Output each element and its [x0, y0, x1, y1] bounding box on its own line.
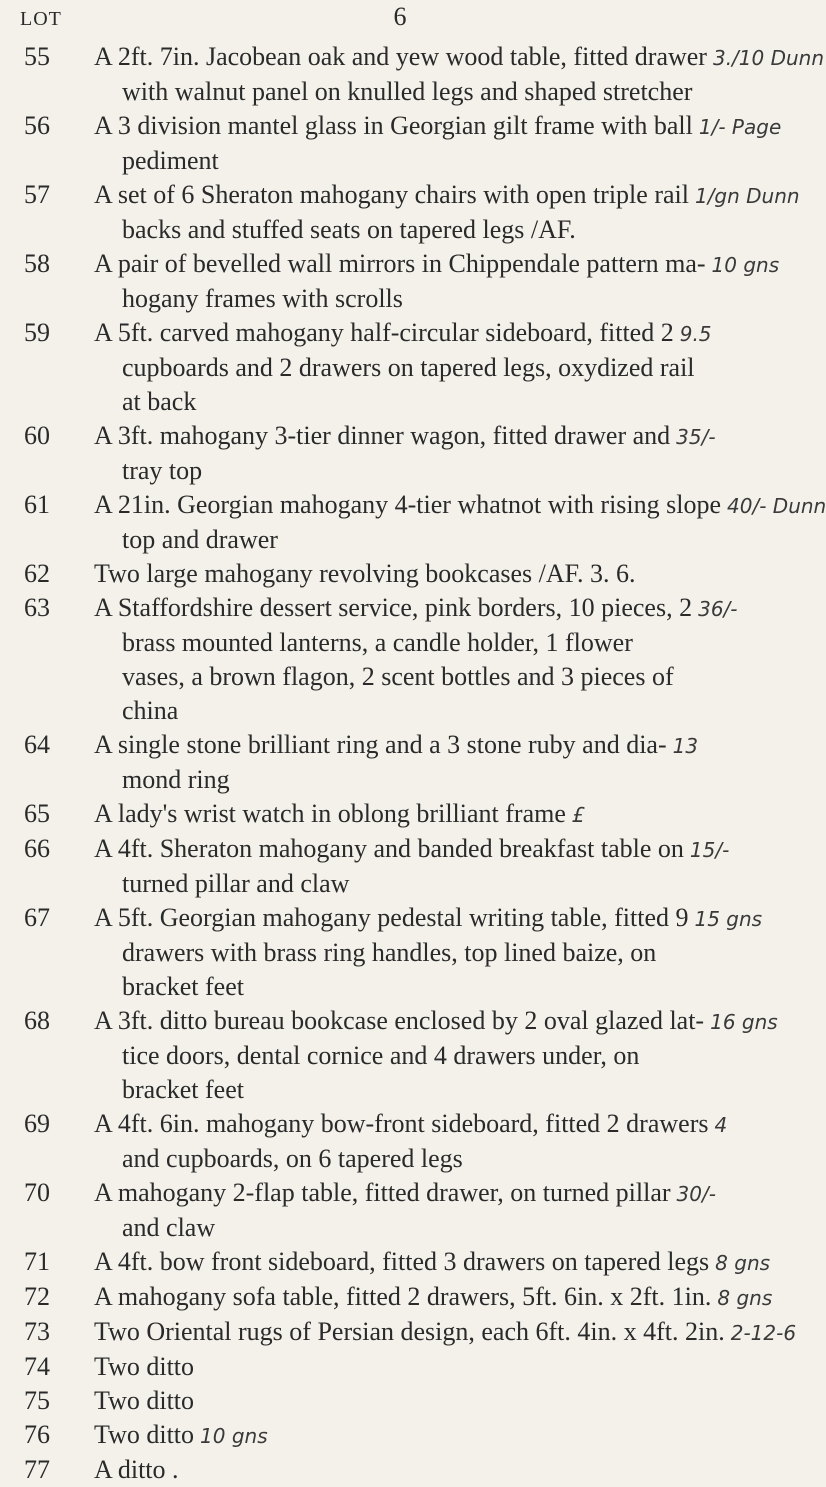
- lot-description-line: [94, 867, 774, 901]
- lot-description-text: A Staffordshire dessert service, pink borders, 10 pieces, 2: [94, 593, 693, 622]
- lot-number: 65: [24, 799, 50, 828]
- lot-entry: [0, 1384, 800, 1418]
- lot-description-text: A 3 division mantel glass in Georgian gilt frame with ball: [94, 111, 693, 140]
- lot-entry: [0, 488, 826, 557]
- lot-description-line: [94, 419, 774, 454]
- lot-number: 71: [24, 1247, 50, 1276]
- handwritten-price-note: 9.5: [679, 322, 712, 346]
- lot-description-line: [94, 557, 774, 591]
- lot-description-line: [94, 660, 774, 694]
- lot-description: [94, 1315, 797, 1350]
- handwritten-price-note: 1/- Page: [698, 115, 782, 139]
- lot-entry: [0, 832, 800, 901]
- lot-description-text: A 4ft. 6in. mahogany bow-front sideboard, fitted 2 drawers: [94, 1109, 709, 1138]
- handwritten-price-note: 15/-: [689, 838, 730, 862]
- lot-entry: [0, 797, 800, 832]
- lot-entry: [0, 1245, 800, 1280]
- lot-description: [94, 1107, 774, 1176]
- lot-description-line: [94, 1073, 774, 1107]
- lot-number: 59: [24, 318, 50, 347]
- page-number: 6: [393, 2, 407, 31]
- lot-description-text: vases, a brown flagon, 2 scent bottles and 3 pieces of: [122, 662, 674, 691]
- lot-description-line: [94, 144, 774, 178]
- lot-description: [94, 1176, 774, 1245]
- lot-number: 56: [24, 111, 50, 140]
- lot-entry: [0, 728, 800, 797]
- lot-description-line: [94, 626, 774, 660]
- lot-description-text: A mahogany 2-flap table, fitted drawer, on turned pillar: [94, 1178, 671, 1207]
- lot-description-text: A 4ft. bow front sideboard, fitted 3 drawers on tapered legs: [94, 1247, 710, 1276]
- lot-description-line: [94, 970, 774, 1004]
- lot-description-text: hogany frames with scrolls: [122, 284, 403, 313]
- lot-description-line: [94, 936, 774, 970]
- handwritten-price-note: 3./10 Dunn: [712, 46, 825, 70]
- lot-description: [94, 832, 774, 901]
- lot-description-line: [94, 1418, 774, 1453]
- lot-description: [94, 488, 826, 557]
- handwritten-price-note: 36/-: [698, 597, 738, 621]
- lot-description-text: A mahogany sofa table, fitted 2 drawers, 5ft. 6in. x 2ft. 1in.: [94, 1282, 712, 1311]
- lot-description-line: [94, 1039, 774, 1073]
- lot-description-text: A pair of bevelled wall mirrors in Chippendale pattern ma-: [94, 249, 706, 278]
- handwritten-price-note: 35/-: [676, 425, 716, 449]
- lot-description: [94, 557, 774, 591]
- lot-entry: [0, 557, 800, 591]
- lot-number: 75: [24, 1386, 50, 1415]
- lot-entry: [0, 109, 800, 178]
- lot-description-line: [94, 797, 774, 832]
- lot-number: 62: [24, 559, 50, 588]
- lot-description-text: Two Oriental rugs of Persian design, each 6ft. 4in. x 4ft. 2in.: [94, 1317, 725, 1346]
- lot-number: 68: [24, 1006, 50, 1035]
- lot-description: [94, 1453, 774, 1487]
- lot-description-line: [94, 1453, 774, 1487]
- lot-description-text: A 2ft. 7in. Jacobean oak and yew wood table, fitted drawer: [94, 42, 707, 71]
- lot-number: 63: [24, 593, 50, 622]
- lot-entry: [0, 1280, 800, 1315]
- lot-description-text: Two large mahogany revolving bookcases /AF. 3. 6.: [94, 559, 636, 588]
- lot-description: [94, 109, 782, 178]
- handwritten-price-note: 2-12-6: [730, 1321, 797, 1345]
- lot-number: 76: [24, 1420, 50, 1449]
- lot-description: [94, 1350, 774, 1384]
- lot-description-line: [94, 1384, 774, 1418]
- lot-description-line: [94, 40, 825, 75]
- lot-description-line: [94, 1245, 774, 1280]
- lot-description-line: [94, 763, 774, 797]
- lot-description: [94, 1384, 774, 1418]
- lot-description-line: [94, 1315, 797, 1350]
- handwritten-price-note: 1/gn Dunn: [694, 184, 800, 208]
- lot-description: [94, 1418, 774, 1453]
- lot-description-text: A lady's wrist watch in oblong brilliant frame: [94, 799, 566, 828]
- lot-description-text: A 5ft. carved mahogany half-circular sideboard, fitted 2: [94, 318, 674, 347]
- lot-entry: [0, 1004, 800, 1107]
- lot-description-line: [94, 282, 774, 316]
- lot-entry: [0, 591, 800, 728]
- lot-number: 74: [24, 1352, 50, 1381]
- lot-description-line: [94, 316, 774, 351]
- lot-description-text: and claw: [122, 1213, 216, 1242]
- lot-number: 73: [24, 1317, 50, 1346]
- lot-description-text: tice doors, dental cornice and 4 drawers under, on: [122, 1041, 640, 1070]
- lot-entry: [0, 316, 800, 419]
- lot-number: 55: [24, 42, 50, 71]
- lot-description-text: Two ditto: [94, 1420, 195, 1449]
- lot-description-text: A single stone brilliant ring and a 3 stone ruby and dia-: [94, 730, 667, 759]
- lot-description-line: [94, 178, 800, 213]
- lot-number: 67: [24, 903, 50, 932]
- lot-description-line: [94, 1004, 778, 1039]
- handwritten-price-note: 8 gns: [715, 1251, 771, 1275]
- lot-description-text: backs and stuffed seats on tapered legs /AF.: [122, 215, 576, 244]
- lot-description-line: [94, 1280, 774, 1315]
- handwritten-price-note: 30/-: [676, 1182, 716, 1206]
- handwritten-price-note: 13: [672, 734, 699, 758]
- lot-description: [94, 1245, 774, 1280]
- lot-description: [94, 178, 800, 247]
- lot-number: 60: [24, 421, 50, 450]
- lot-description: [94, 591, 774, 728]
- lot-entry: [0, 901, 800, 1004]
- lot-description-line: [94, 213, 774, 247]
- lot-description: [94, 40, 825, 109]
- handwritten-price-note: 10 gns: [711, 253, 780, 277]
- lot-description-text: A 4ft. Sheraton mahogany and banded breakfast table on: [94, 834, 684, 863]
- lot-description-text: with walnut panel on knulled legs and shaped stretcher: [122, 77, 693, 106]
- lot-entry: [0, 1418, 800, 1453]
- lot-number: 66: [24, 834, 50, 863]
- lot-description-text: mond ring: [122, 765, 230, 794]
- lot-number: 61: [24, 490, 50, 519]
- handwritten-price-note: 10 gns: [200, 1424, 268, 1448]
- lot-description: [94, 728, 774, 797]
- lot-description: [94, 1004, 778, 1107]
- lot-number: 57: [24, 180, 50, 209]
- lot-description-text: bracket feet: [122, 1075, 244, 1104]
- lot-description-text: china: [122, 696, 179, 725]
- handwritten-price-note: 4: [714, 1113, 728, 1137]
- lot-number: 58: [24, 249, 50, 278]
- lot-number: 69: [24, 1109, 50, 1138]
- lot-number: 70: [24, 1178, 50, 1207]
- lot-description-text: tray top: [122, 456, 203, 485]
- lot-description-line: [94, 247, 780, 282]
- handwritten-price-note: 40/- Dunn: [727, 494, 826, 518]
- lot-description: [94, 1280, 774, 1315]
- lot-description-text: A 5ft. Georgian mahogany pedestal writing table, fitted 9: [94, 903, 689, 932]
- lot-entry: [0, 1350, 800, 1384]
- lot-entry: [0, 1107, 800, 1176]
- lot-description-text: turned pillar and claw: [122, 869, 350, 898]
- lot-description-line: [94, 591, 774, 626]
- lot-entry: [0, 1315, 800, 1350]
- lot-description-line: [94, 694, 774, 728]
- lot-number: 77: [24, 1455, 50, 1484]
- lot-description-line: [94, 385, 774, 419]
- lot-description-line: [94, 75, 774, 109]
- lot-description-text: A 3ft. mahogany 3-tier dinner wagon, fitted drawer and: [94, 421, 671, 450]
- lot-description: [94, 797, 774, 832]
- lot-description: [94, 901, 774, 1004]
- lot-description-line: [94, 1350, 774, 1384]
- lot-entry: [0, 178, 800, 247]
- lot-entry: [0, 1176, 800, 1245]
- handwritten-price-note: 15 gns: [694, 907, 763, 931]
- lot-number: 72: [24, 1282, 50, 1311]
- lot-description-text: brass mounted lanterns, a candle holder, 1 flower: [122, 628, 633, 657]
- lot-description-text: top and drawer: [122, 525, 278, 554]
- lot-description-line: [94, 728, 774, 763]
- handwritten-price-note: £: [571, 803, 585, 827]
- lot-description-text: pediment: [122, 146, 219, 175]
- lot-description-line: [94, 1211, 774, 1245]
- lot-description-line: [94, 1107, 774, 1142]
- lot-description-line: [94, 488, 826, 523]
- lot-description-text: A 21in. Georgian mahogany 4-tier whatnot with rising slope: [94, 490, 722, 519]
- lot-description-line: [94, 1142, 774, 1176]
- handwritten-price-note: 16 gns: [710, 1010, 778, 1034]
- lot-description: [94, 247, 780, 316]
- lot-description-text: A 3ft. ditto bureau bookcase enclosed by 2 oval glazed lat-: [94, 1006, 705, 1035]
- lot-description-text: at back: [122, 387, 197, 416]
- lot-description-text: Two ditto: [94, 1352, 195, 1381]
- lot-description-text: drawers with brass ring handles, top lined baize, on: [122, 938, 657, 967]
- lot-column-header: LOT: [20, 8, 62, 30]
- lot-description-text: and cupboards, on 6 tapered legs: [122, 1144, 463, 1173]
- lot-entry: [0, 419, 800, 488]
- lot-description-line: [94, 523, 774, 557]
- lot-description-line: [94, 454, 774, 488]
- lot-description: [94, 316, 774, 419]
- lot-description-text: bracket feet: [122, 972, 244, 1001]
- lot-description-line: [94, 351, 774, 385]
- lot-description-text: A ditto .: [94, 1455, 179, 1484]
- lot-description-line: [94, 832, 774, 867]
- lot-description-line: [94, 901, 774, 936]
- lot-description-text: cupboards and 2 drawers on tapered legs, oxydized rail: [122, 353, 695, 382]
- lot-description-text: A set of 6 Sheraton mahogany chairs with open triple rail: [94, 180, 689, 209]
- handwritten-price-note: 8 gns: [717, 1286, 773, 1310]
- lot-entry: [0, 40, 825, 109]
- lot-entry: [0, 247, 800, 316]
- lot-entry: [0, 1453, 800, 1487]
- lot-description: [94, 419, 774, 488]
- lot-number: 64: [24, 730, 50, 759]
- lot-description-text: Two ditto: [94, 1386, 195, 1415]
- lot-list: [0, 40, 826, 1487]
- lot-description-line: [94, 109, 782, 144]
- lot-description-line: [94, 1176, 774, 1211]
